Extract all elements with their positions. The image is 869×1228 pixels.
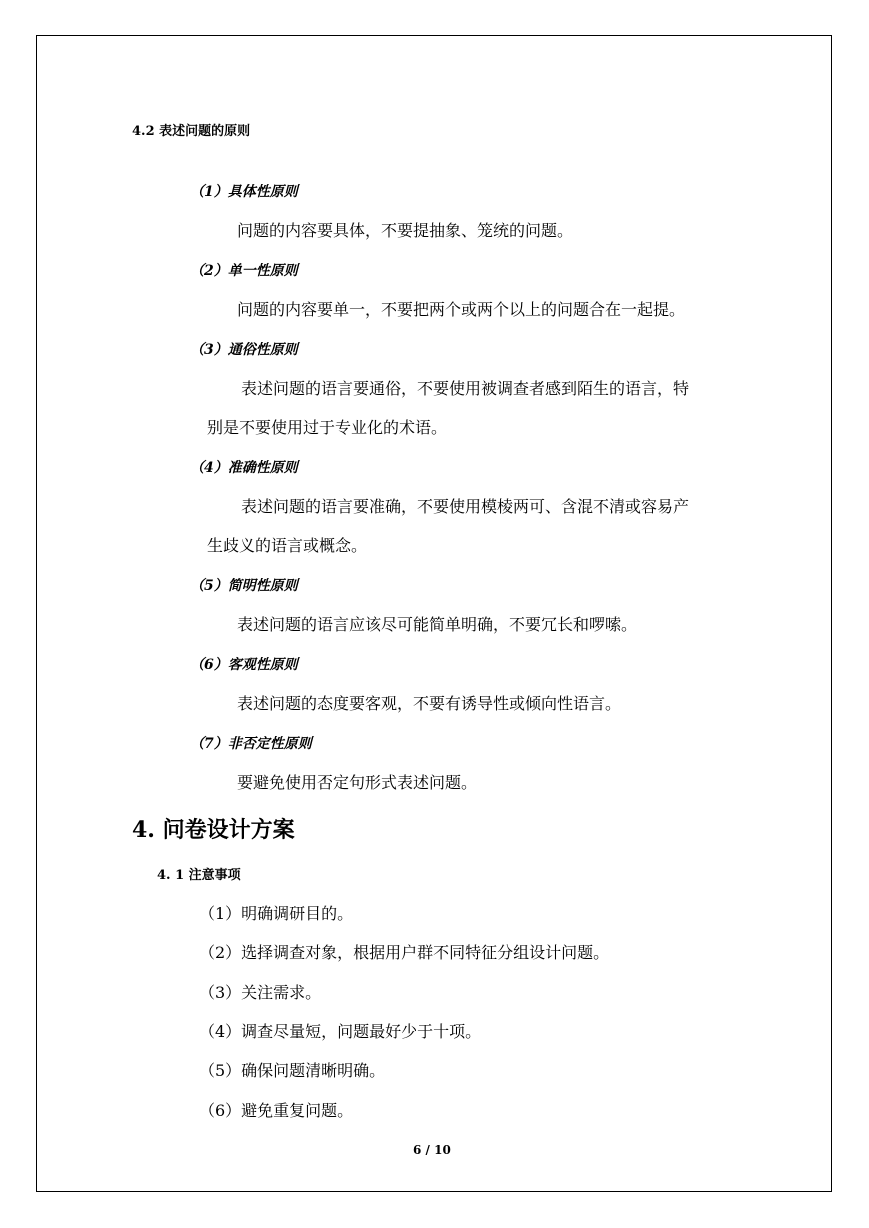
principle-4-heading: （4）准确性原则: [190, 460, 298, 476]
list-item: （2）选择调查对象，根据用户群不同特征分组设计问题。: [199, 943, 610, 962]
principle-2-text: 问题的内容要单一，不要把两个或两个以上的问题合在一起提。: [237, 300, 686, 319]
subsection-heading-4-1: 4. 1 注意事项: [157, 868, 241, 883]
principle-4-text-line1: 表述问题的语言要准确，不要使用模棱两可、含混不清或容易产: [241, 497, 690, 516]
principle-3-text-line2: 别是不要使用过于专业化的术语。: [207, 418, 448, 437]
principle-7-heading: （7）非否定性原则: [190, 736, 312, 752]
principle-3-heading: （3）通俗性原则: [190, 342, 298, 358]
principle-3-text-line1: 表述问题的语言要通俗，不要使用被调查者感到陌生的语言，特: [241, 379, 690, 398]
list-item: （1）明确调研目的。: [199, 904, 354, 923]
principle-5-heading: （5）简明性原则: [190, 578, 298, 594]
section-heading-4-2: 4.2 表述问题的原则: [132, 124, 251, 139]
list-item: （6）避免重复问题。: [199, 1101, 354, 1120]
list-item: （3）关注需求。: [199, 983, 322, 1002]
principle-4-text-line2: 生歧义的语言或概念。: [207, 536, 368, 555]
page-number: 6 / 10: [413, 1143, 451, 1157]
principle-1-heading: （1）具体性原则: [190, 184, 298, 200]
list-item: （4）调查尽量短，问题最好少于十项。: [199, 1022, 482, 1041]
list-item: （5）确保问题清晰明确。: [199, 1061, 386, 1080]
section-heading-4: 4. 问卷设计方案: [132, 817, 295, 843]
principle-6-heading: （6）客观性原则: [190, 657, 298, 673]
principle-2-heading: （2）单一性原则: [190, 263, 298, 279]
principle-7-text: 要避免使用否定句形式表述问题。: [237, 773, 478, 792]
principle-1-text: 问题的内容要具体，不要提抽象、笼统的问题。: [237, 221, 574, 240]
principle-6-text: 表述问题的态度要客观，不要有诱导性或倾向性语言。: [237, 694, 622, 713]
principle-5-text: 表述问题的语言应该尽可能简单明确，不要冗长和啰嗦。: [237, 615, 638, 634]
